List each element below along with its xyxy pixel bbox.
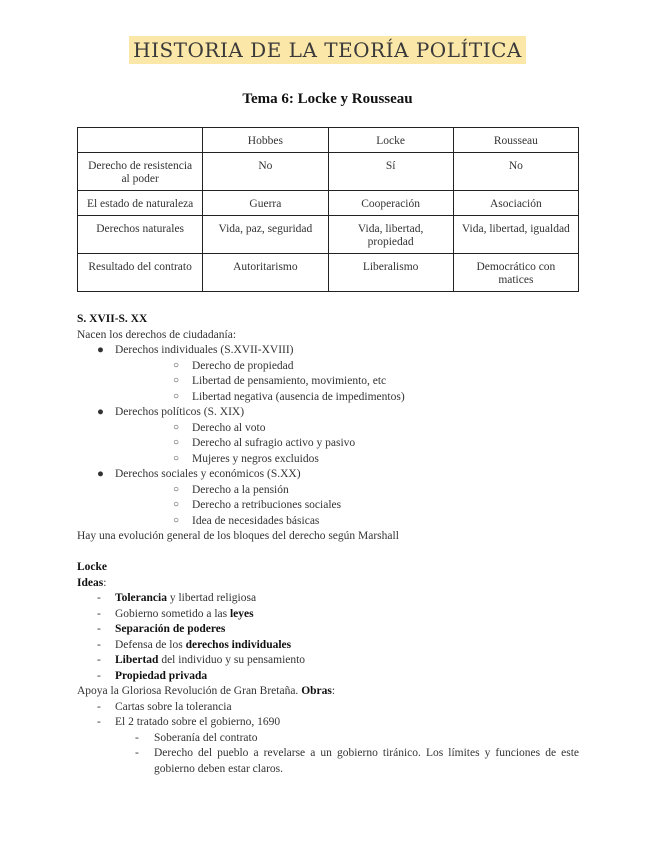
dash-bullet-icon: - (135, 747, 139, 759)
table-cell: Cooperación (328, 191, 453, 216)
table-header-row (78, 128, 579, 153)
text: Defensa de los (115, 638, 186, 651)
list-item (77, 343, 579, 405)
paragraph: Nacen los derechos de ciudadanía: (77, 328, 237, 341)
list-item (115, 498, 579, 514)
bullet-disc-icon: ● (97, 406, 104, 418)
table-row (78, 153, 579, 191)
bold-text: Propiedad privada (115, 669, 208, 682)
table-header-cell: Hobbes (203, 128, 328, 153)
document-subtitle: Tema 6: Locke y Rousseau (242, 91, 413, 107)
list-item (77, 653, 579, 669)
list-item (115, 374, 579, 390)
list-item (115, 483, 579, 499)
list-item-label: Derecho del pueblo a revelarse a un gobierno tiránico. Los límites y funciones de este gobierno deben estar claros. (154, 747, 579, 775)
ideas-label-line (77, 576, 579, 592)
dash-bullet-icon: - (97, 638, 101, 651)
table-cell: Guerra (203, 191, 328, 216)
table-cell: Liberalismo (328, 254, 453, 292)
list-item-label: El 2 tratado sobre el gobierno, 1690 (115, 716, 281, 728)
bold-text: leyes (229, 607, 254, 620)
bold-text: derechos individuales (185, 638, 292, 651)
sub-list (115, 421, 579, 468)
dash-bullet-icon: - (135, 731, 139, 744)
list-item (77, 638, 579, 654)
table-header-cell (78, 128, 203, 153)
list-item (77, 467, 579, 529)
bullet-circle-icon: ○ (173, 390, 180, 402)
list-item-label: Derechos sociales y económicos (S.XX) (115, 468, 301, 480)
table-cell: Autoritarismo (203, 254, 328, 292)
table-cell: No (203, 153, 328, 191)
works-list (77, 700, 579, 731)
dash-bullet-icon: - (97, 669, 101, 682)
list-item (77, 607, 579, 623)
table-cell: Vida, libertad, igualdad (453, 216, 578, 254)
dash-bullet-icon: - (97, 700, 101, 713)
table-cell: El estado de naturaleza (78, 191, 203, 216)
bullet-circle-icon: ○ (173, 437, 180, 448)
list-item (77, 669, 579, 685)
text: del individuo y su pensamiento (158, 654, 306, 666)
subworks-list (77, 731, 579, 778)
bullet-circle-icon: ○ (173, 421, 180, 433)
table-cell: Democrático con matices (453, 254, 578, 292)
section-heading: S. XVII-S. XX (77, 313, 148, 325)
table-cell: Derechos naturales (78, 216, 203, 254)
table-cell: Derecho de resistencia al poder (78, 153, 203, 191)
list-item-label: Cartas sobre la tolerancia (115, 700, 232, 713)
section-heading: Locke (77, 561, 108, 573)
text: y libertad religiosa (166, 592, 257, 604)
list-item (115, 421, 579, 437)
list-item (77, 700, 579, 716)
list-item-label: Idea de necesidades básicas (192, 514, 320, 527)
dash-bullet-icon: - (97, 654, 101, 666)
table-row (78, 216, 579, 254)
list-item-label: Libertad negativa (ausencia de impedimentos) (192, 390, 405, 403)
colon: : (331, 685, 336, 697)
list-item-label: Derecho al voto (192, 421, 266, 434)
dash-bullet-icon: - (97, 623, 101, 635)
rights-list (77, 343, 579, 529)
bullet-disc-icon: ● (97, 468, 104, 480)
bullet-circle-icon: ○ (173, 499, 180, 510)
list-item-label: Derechos políticos (S. XIX) (115, 406, 245, 418)
table-row (78, 191, 579, 216)
bullet-circle-icon: ○ (173, 483, 180, 495)
bullet-disc-icon: ● (97, 344, 104, 356)
list-item (77, 746, 579, 777)
bullet-circle-icon: ○ (173, 375, 180, 386)
list-item-label: Libertad de pensamiento, movimiento, etc (192, 375, 387, 387)
list-item (77, 405, 579, 467)
works-line (77, 684, 579, 700)
table-cell: No (453, 153, 578, 191)
page-title-text: HISTORIA DE LA TEORÍA POLÍTICA (129, 36, 526, 64)
dash-bullet-icon: - (97, 592, 101, 604)
paragraph: Hay una evolución general de los bloques del derecho según Marshall (77, 530, 399, 542)
works-label: Obras (301, 685, 332, 697)
bullet-circle-icon: ○ (173, 359, 180, 371)
list-item-label: Soberanía del contrato (154, 731, 258, 744)
page-title (0, 38, 655, 62)
list-item (115, 359, 579, 375)
comparison-table (77, 127, 579, 292)
sub-list (115, 359, 579, 406)
dash-bullet-icon: - (97, 716, 101, 728)
list-item (77, 591, 579, 607)
table-header-cell: Locke (328, 128, 453, 153)
list-item (77, 622, 579, 638)
list-item-label: Derecho al sufragio activo y pasivo (192, 437, 356, 449)
list-item (115, 436, 579, 452)
ideas-list (77, 591, 579, 684)
dash-bullet-icon: - (97, 607, 101, 620)
table-cell: Sí (328, 153, 453, 191)
list-item (115, 452, 579, 468)
text: Apoya la Gloriosa Revolución de Gran Bretaña. (77, 685, 302, 697)
bold-text: Tolerancia (115, 592, 167, 604)
colon: : (103, 576, 107, 589)
list-item (115, 390, 579, 406)
list-item-label: Mujeres y negros excluidos (192, 452, 319, 465)
table-header-cell: Rousseau (453, 128, 578, 153)
list-item-label: Derecho a retribuciones sociales (192, 499, 342, 511)
document-body (77, 312, 579, 777)
bold-text: Separación de poderes (115, 623, 226, 635)
table-row (78, 254, 579, 292)
table-cell: Vida, paz, seguridad (203, 216, 328, 254)
list-item-label: Derechos individuales (S.XVII-XVIII) (115, 344, 294, 356)
list-item (115, 514, 579, 530)
table-cell: Resultado del contrato (78, 254, 203, 292)
list-item (77, 715, 579, 731)
list-item-label: Derecho de propiedad (192, 359, 294, 372)
list-item (77, 731, 579, 747)
bullet-circle-icon: ○ (173, 452, 180, 464)
ideas-label: Ideas (77, 576, 104, 589)
bullet-circle-icon: ○ (173, 514, 180, 526)
bold-text: Libertad (115, 654, 159, 666)
sub-list (115, 483, 579, 530)
list-item-label: Derecho a la pensión (192, 483, 289, 496)
table-cell: Vida, libertad, propiedad (328, 216, 453, 254)
text: Gobierno sometido a las (115, 607, 230, 620)
table-cell: Asociación (453, 191, 578, 216)
